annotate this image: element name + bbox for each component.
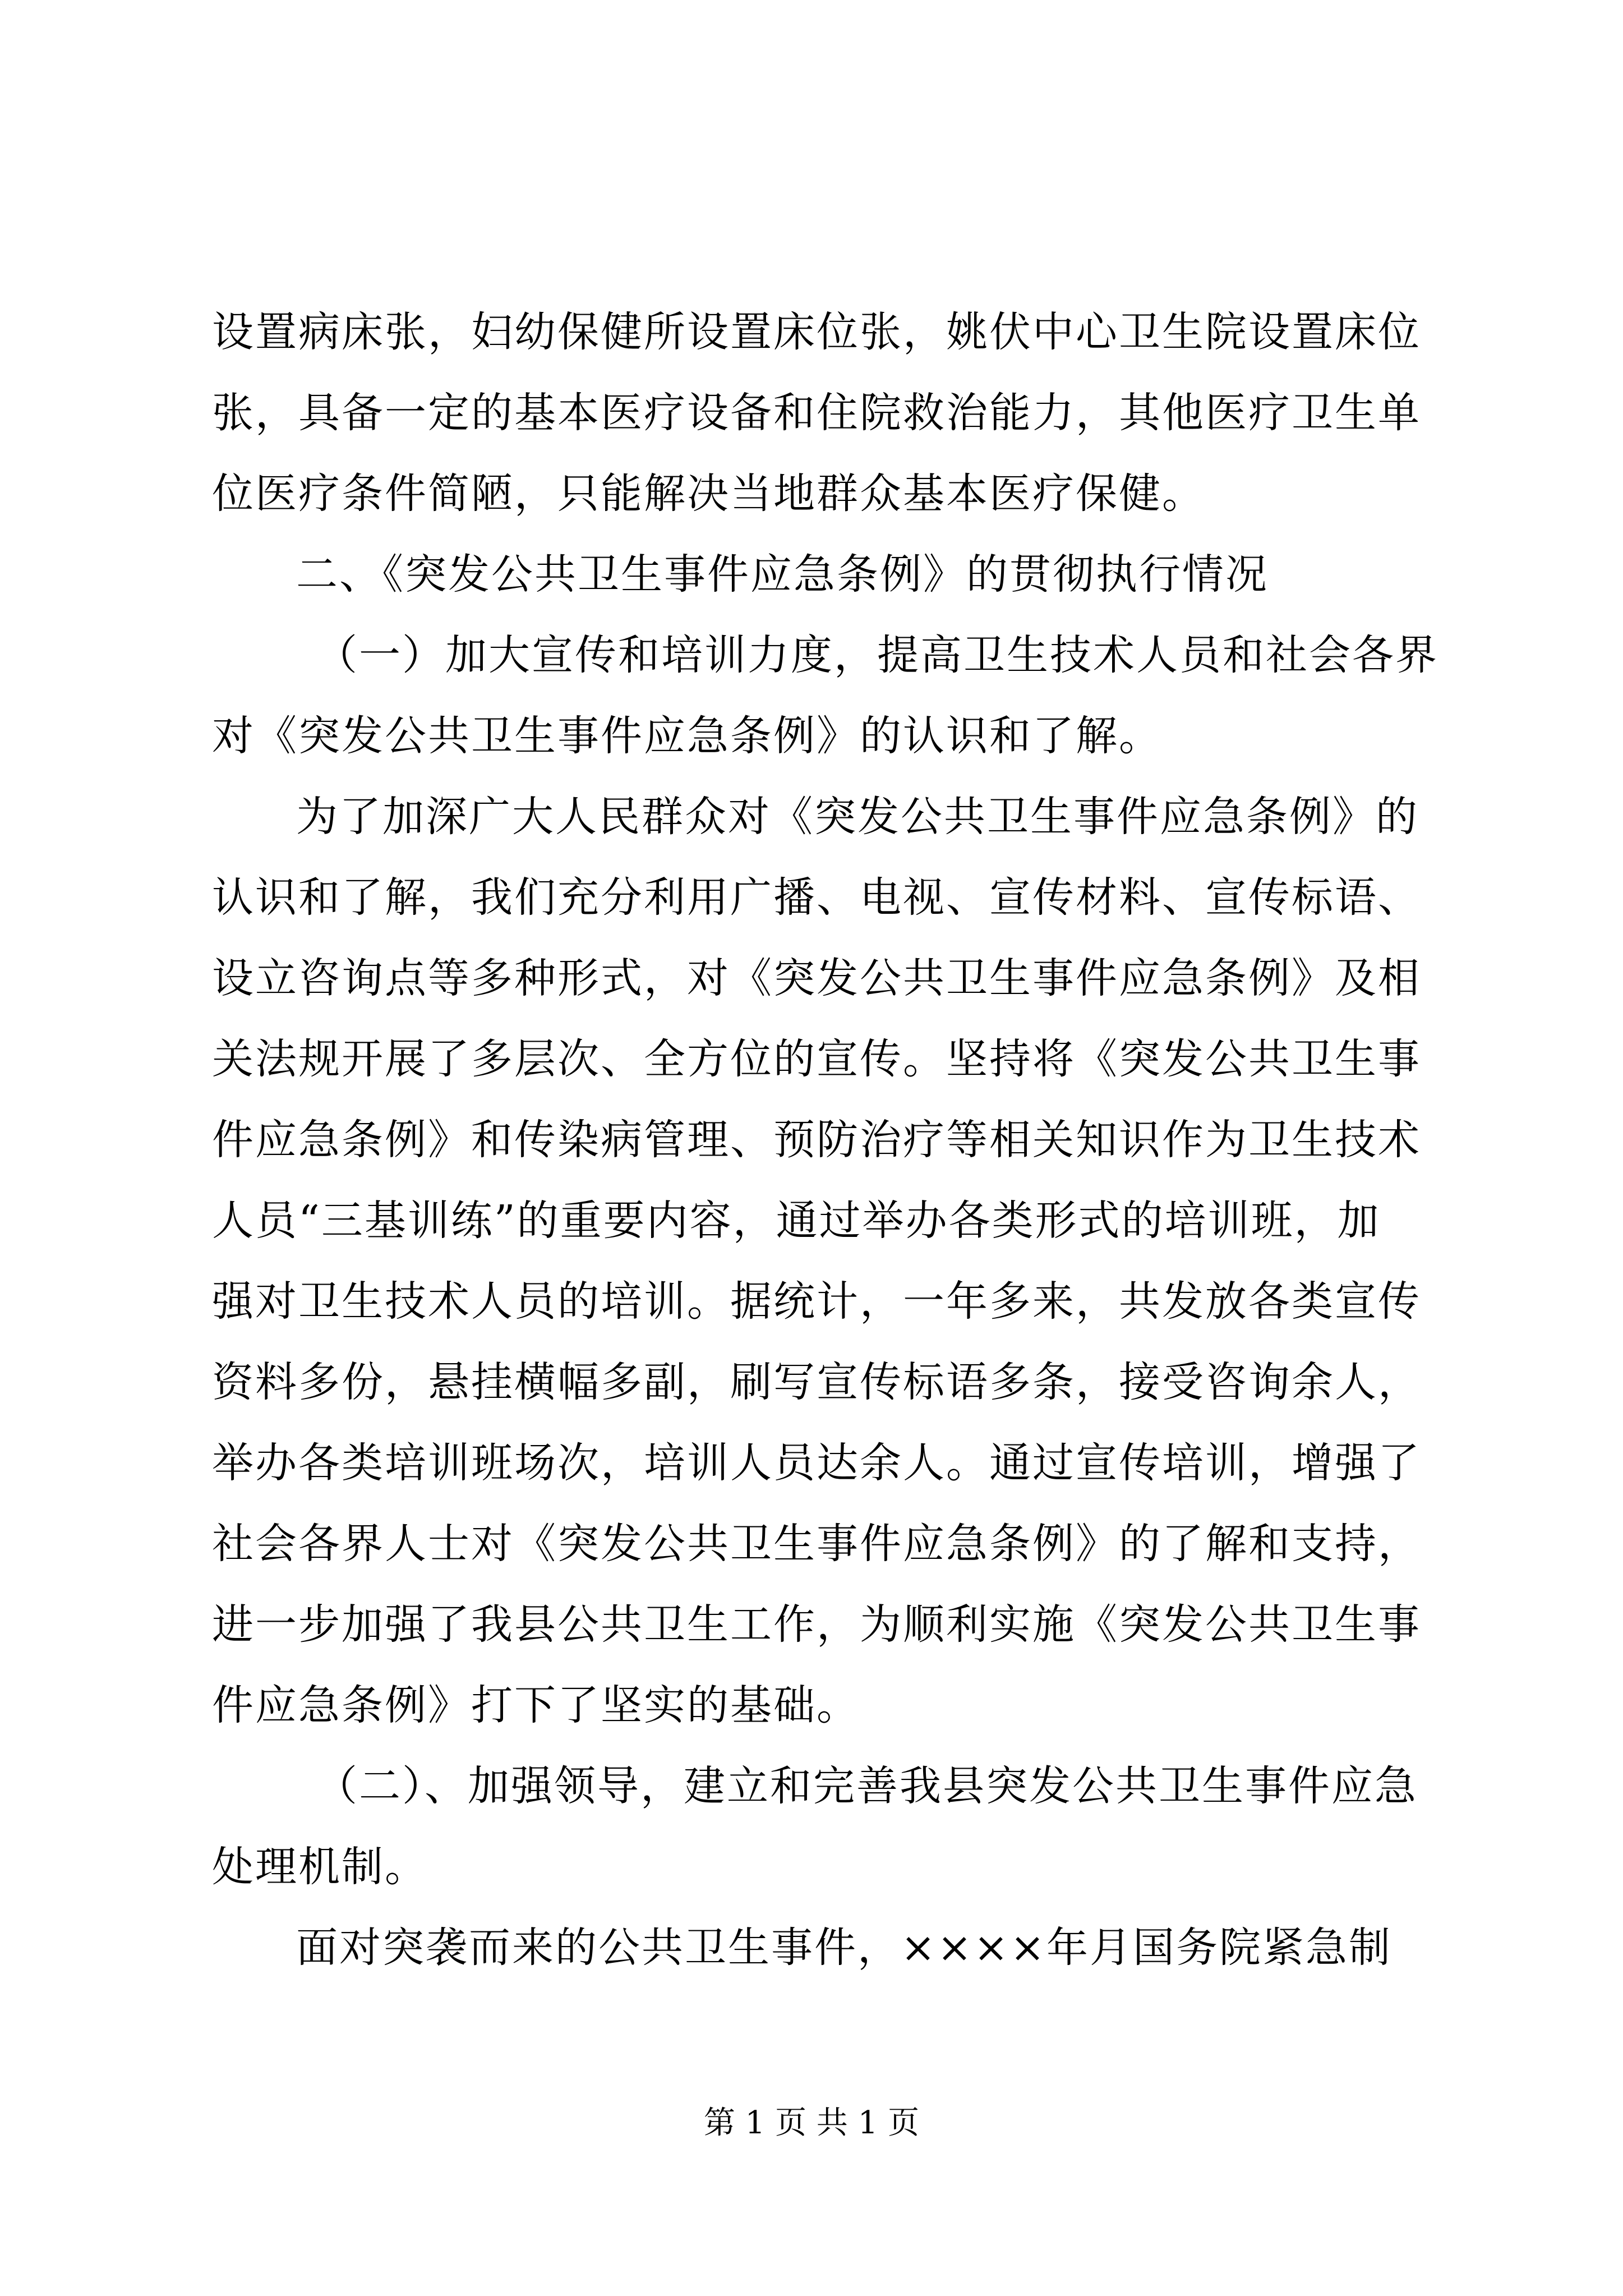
text-line: 关法规开展了多层次、全方位的宣传。坚持将《突发公共卫生事 [212,1035,1421,1083]
subsection-heading: （一）加大宣传和培训力度，提高卫生技术人员和社会各界 [316,631,1438,679]
paragraph-start: 面对突袭而来的公共卫生事件，××××年月国务院紧急制 [296,1924,1393,1972]
paragraph-start: 为了加深广大人民群众对《突发公共卫生事件应急条例》的 [296,793,1419,841]
text-line: 件应急条例》和传染病管理、预防治疗等相关知识作为卫生技术 [212,1116,1421,1164]
text-line: 进一步加强了我县公共卫生工作，为顺利实施《突发公共卫生事 [212,1600,1421,1649]
text-line: 强对卫生技术人员的培训。据统计，一年多来，共发放各类宣传 [212,1277,1421,1326]
text-line: 件应急条例》打下了坚实的基础。 [212,1681,860,1729]
text-line: 处理机制。 [212,1843,428,1891]
text-line: 举办各类培训班场次，培训人员达余人。通过宣传培训，增强了 [212,1439,1421,1487]
document-body [212,292,1438,1988]
text-line: 设立咨询点等多种形式，对《突发公共卫生事件应急条例》及相 [212,954,1421,1002]
text-line: 对《突发公共卫生事件应急条例》的认识和了解。 [212,712,1162,760]
section-heading: 二、《突发公共卫生事件应急条例》的贯彻执行情况 [296,550,1269,599]
text-line: 张，具备一定的基本医疗设备和住院救治能力，其他医疗卫生单 [212,389,1421,437]
text-line: 认识和了解，我们充分利用广播、电视、宣传材料、宣传标语、 [212,873,1421,922]
text-line: 资料多份，悬挂横幅多副，刷写宣传标语多条，接受咨询余人， [212,1358,1421,1406]
text-line: 社会各界人士对《突发公共卫生事件应急条例》的了解和支持， [212,1520,1421,1568]
text-line: 设置病床张，妇幼保健所设置床位张，姚伏中心卫生院设置床位 [212,308,1421,356]
page-number-footer: 第 1 页 共 1 页 [703,2105,920,2141]
text-line: 人员“三基训练”的重要内容，通过举办各类形式的培训班，加 [212,1197,1381,1245]
text-line: 位医疗条件简陋，只能解决当地群众基本医疗保健。 [212,470,1205,518]
subsection-heading: （二）、加强领导，建立和完善我县突发公共卫生事件应急 [316,1762,1418,1810]
